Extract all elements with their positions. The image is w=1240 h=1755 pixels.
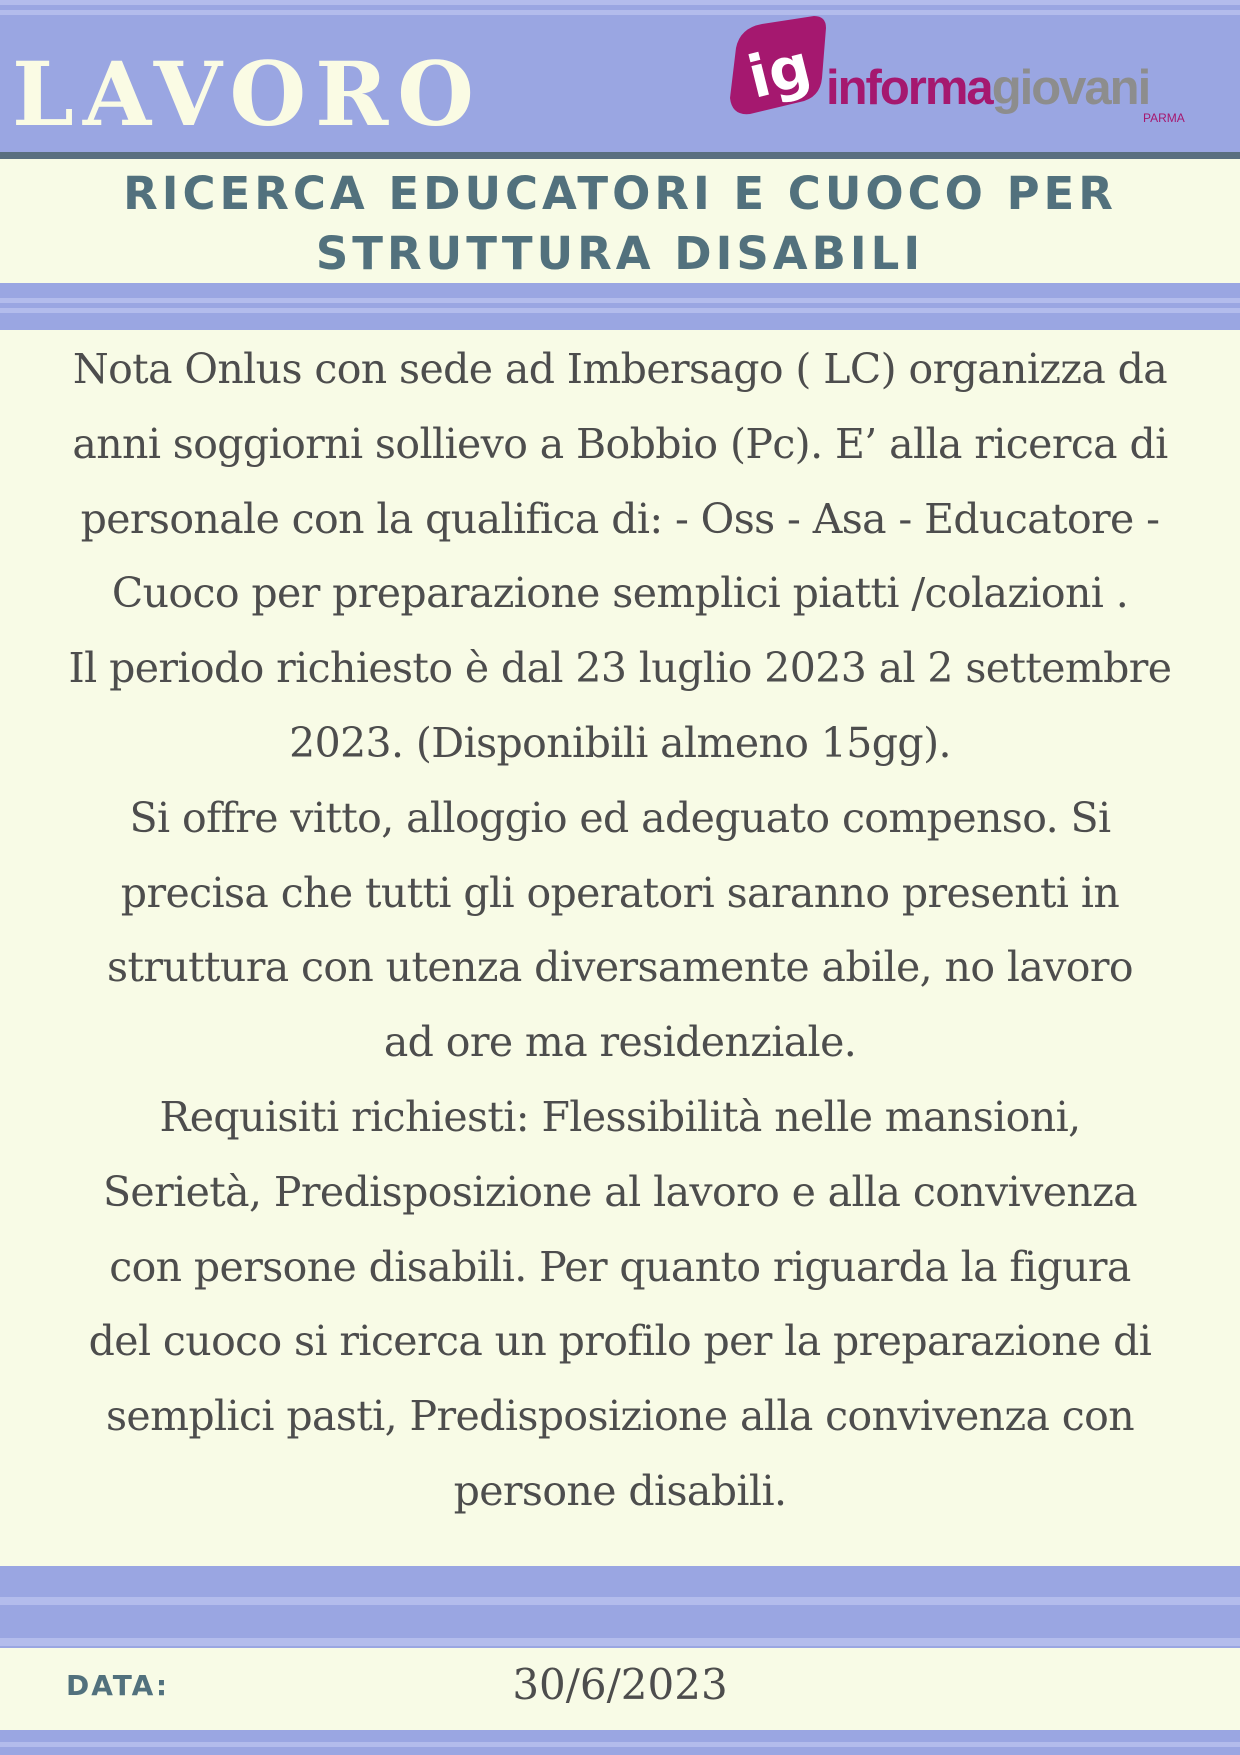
description-line: ad ore ma residenziale. xyxy=(383,1018,857,1067)
header-divider xyxy=(0,152,1240,159)
footer-stripe xyxy=(0,1597,1240,1605)
description-line: personale con la qualifica di: - Oss - Asa - Educatore - xyxy=(80,494,1160,543)
description-line: Serietà, Predisposizione al lavoro e alla convivenza xyxy=(102,1167,1138,1216)
description-line: Requisiti richiesti: Flessibilità nelle mansioni, xyxy=(159,1092,1081,1141)
svg-text:ig: ig xyxy=(741,30,818,112)
title-stripe-band xyxy=(0,283,1240,330)
logo-city: PARMA xyxy=(1143,111,1185,125)
bottom-stripe xyxy=(0,1742,1240,1747)
description-line: Nota Onlus con sede ad Imbersago ( LC) organizza da xyxy=(72,345,1168,393)
date-label: DATA: xyxy=(66,1669,170,1702)
description-line: Si offre vitto, alloggio ed adeguato compenso. Si xyxy=(129,793,1111,842)
ig-logo-icon xyxy=(726,14,830,118)
title-stripe xyxy=(0,298,1240,303)
description-line: precisa che tutti gli operatori saranno presenti in xyxy=(120,868,1120,917)
section-heading: LAVORO xyxy=(12,42,483,146)
description-line: con persone disabili. Per quanto riguarda la figura xyxy=(109,1242,1131,1291)
description-line: anni soggiorni sollievo a Bobbio (Pc). E’ alla ricerca di xyxy=(72,419,1168,468)
logo-wordmark: informagiovani xyxy=(826,61,1150,115)
description-line: 2023. (Disponibili almeno 15gg). xyxy=(289,718,951,767)
informagiovani-logo xyxy=(726,14,1196,126)
description-line: struttura con utenza diversamente abile, no lavoro xyxy=(107,943,1133,992)
job-description xyxy=(16,332,1224,1529)
title-stripe xyxy=(0,308,1240,313)
description-line: semplici pasti, Predisposizione alla convivenza con xyxy=(105,1392,1134,1441)
description-line: del cuoco si ricerca un profilo per la preparazione di xyxy=(88,1317,1152,1366)
description-line: Il periodo richiesto è dal 23 luglio 2023 al 2 settembre xyxy=(68,644,1172,693)
date-value: 30/6/2023 xyxy=(512,1660,728,1709)
description-line: persone disabili. xyxy=(453,1466,787,1515)
footer-stripe-band xyxy=(0,1566,1240,1648)
job-title: RICERCA EDUCATORI E CUOCO PER STRUTTURA DISABILI xyxy=(123,167,1117,280)
description-line: Cuoco per preparazione semplici piatti /colazioni . xyxy=(111,569,1129,618)
header-stripe xyxy=(0,0,1240,5)
footer-stripe xyxy=(0,1638,1240,1646)
